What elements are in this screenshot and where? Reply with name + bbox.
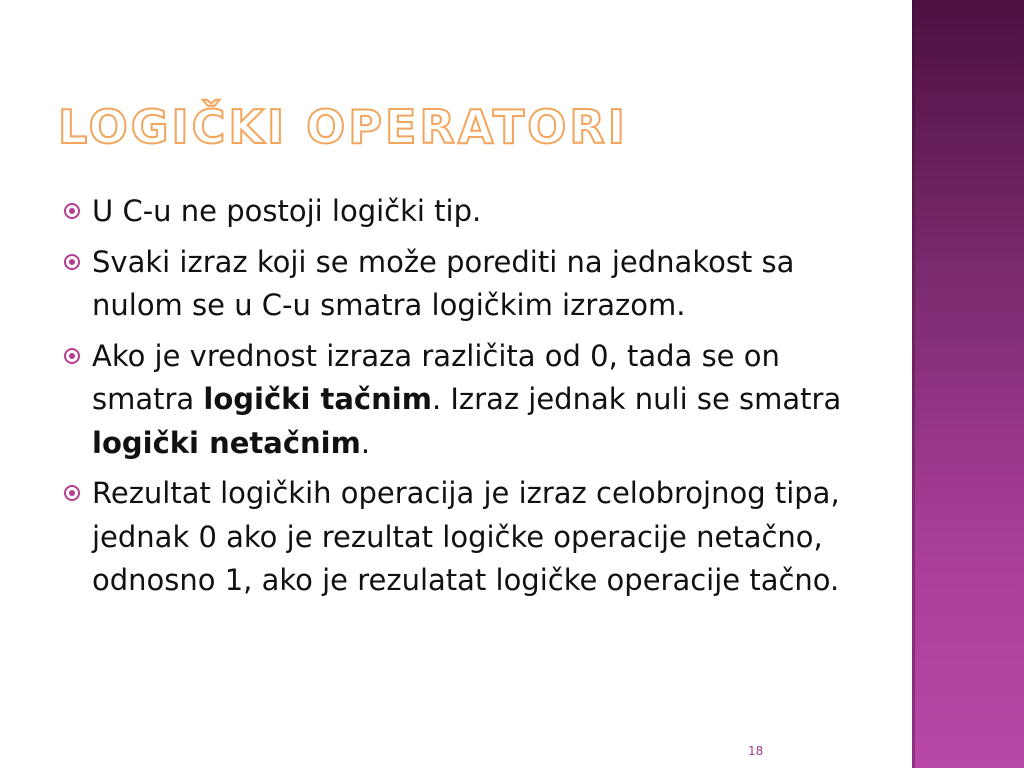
list-item [60, 335, 860, 466]
bullet-text: U C-u ne postoji logički tip. [92, 194, 482, 228]
list-item [60, 472, 860, 603]
bullet-text: Rezultat logičkih operacija je izraz celobrojnog tipa, jednak 0 ako je rezultat logičke operacije netačno, odnosno 1, ako je rezulatat logičke operacije tačno. [92, 476, 840, 597]
bullet-text-part: . Izraz jednak nuli se smatra [431, 382, 842, 416]
bullet-icon [64, 254, 80, 270]
bullet-text-part: Ako je vrednost izraza različita od 0, tada se on smatra [92, 338, 780, 416]
bold-term-false: logički netačnim [92, 425, 361, 460]
decorative-side-band [912, 0, 1024, 768]
slide-title: LOGIČKI OPERATORI [58, 100, 628, 154]
page-number: 18 [748, 744, 764, 758]
bullet-text-part: . [360, 425, 371, 460]
bold-term-true: logički tačnim [203, 382, 432, 416]
bullet-list [60, 190, 860, 610]
bullet-icon [64, 203, 80, 219]
bullet-icon [64, 485, 80, 501]
list-item [60, 190, 860, 234]
bullet-text: Svaki izraz koji se može porediti na jednakost sa nulom se u C-u smatra logičkim izrazom. [92, 244, 795, 322]
list-item [60, 241, 860, 328]
side-band-edge [912, 0, 915, 768]
bullet-icon [64, 348, 80, 364]
